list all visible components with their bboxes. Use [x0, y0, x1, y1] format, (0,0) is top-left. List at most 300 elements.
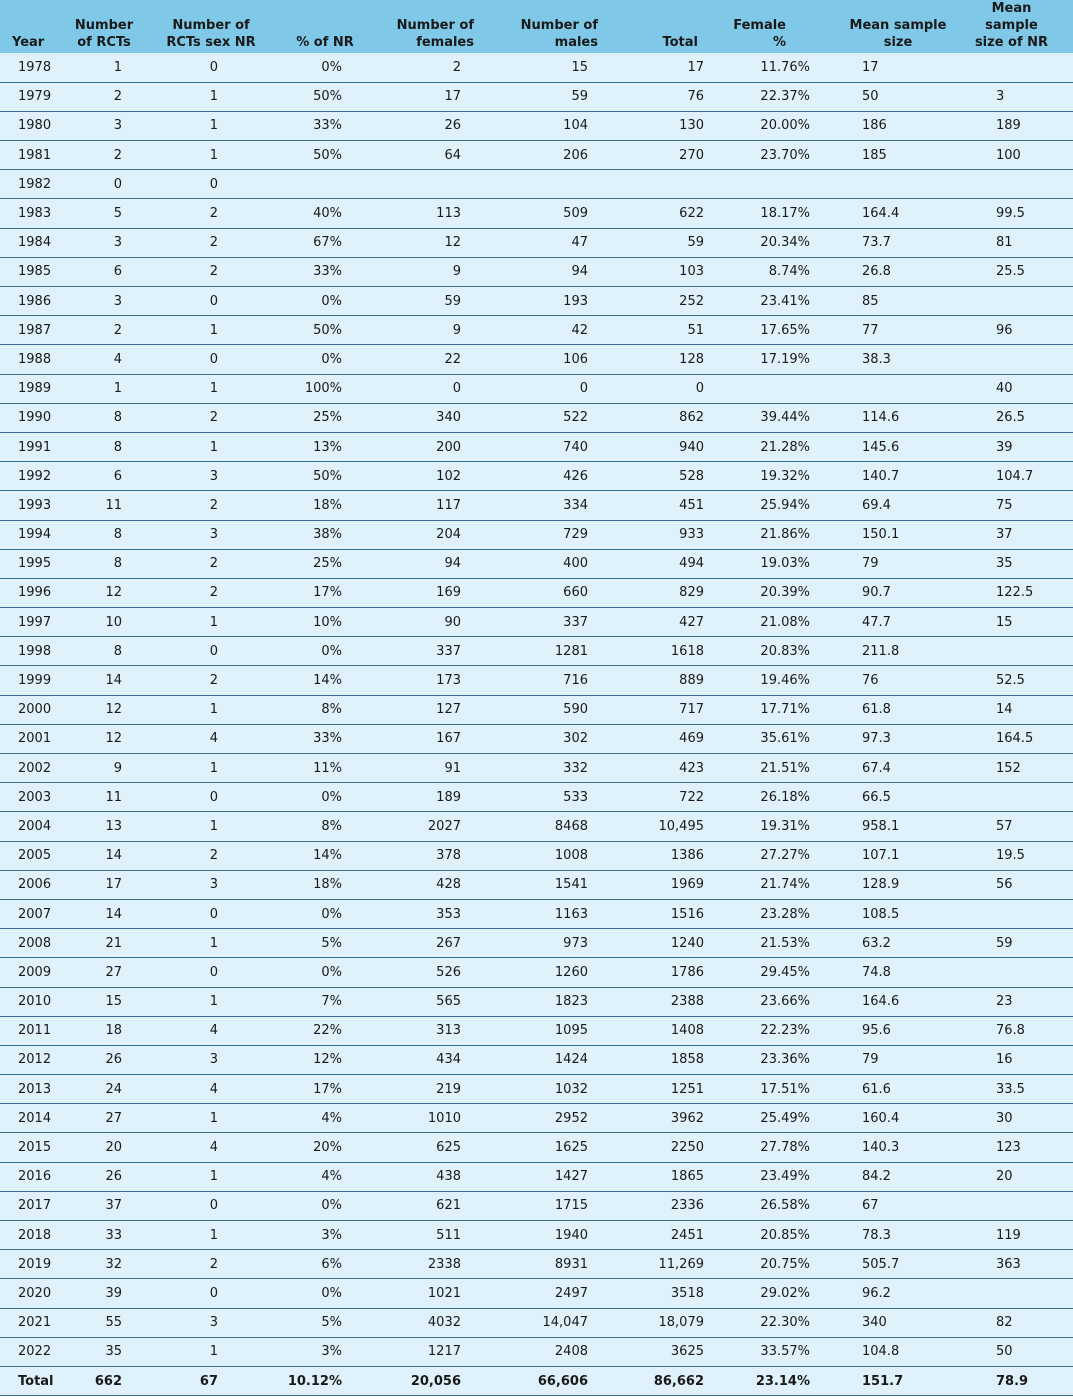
table-cell: 1281 — [486, 637, 606, 666]
table-row — [0, 1279, 1073, 1308]
table-cell: 52.5 — [964, 666, 1073, 695]
table-cell: 99.5 — [964, 199, 1073, 228]
table-row — [0, 929, 1073, 958]
table-cell: 1424 — [486, 1045, 606, 1074]
total-row — [0, 1366, 1073, 1395]
table-cell: 30 — [964, 1104, 1073, 1133]
table-cell: 4% — [278, 1104, 372, 1133]
table-row — [0, 111, 1073, 140]
table-cell: 565 — [372, 987, 486, 1016]
table-cell: 100 — [964, 141, 1073, 170]
table-cell: 23.28% — [726, 899, 834, 928]
table-cell: 2388 — [606, 987, 726, 1016]
table-row — [0, 812, 1073, 841]
table-cell: 117 — [372, 491, 486, 520]
table-cell: 100% — [278, 374, 372, 403]
table-cell: 21.28% — [726, 432, 834, 461]
table-cell: 15 — [964, 608, 1073, 637]
table-cell: 94 — [372, 549, 486, 578]
table-cell: 189 — [372, 783, 486, 812]
table-cell: 1 — [152, 111, 278, 140]
table-cell: 7% — [278, 987, 372, 1016]
table-row — [0, 1337, 1073, 1366]
table-cell: 69.4 — [834, 491, 964, 520]
table-cell — [964, 1191, 1073, 1220]
table-cell: 511 — [372, 1221, 486, 1250]
table-cell: 0 — [62, 170, 152, 199]
column-header-line: Number — [74, 18, 134, 33]
table-cell: 114.6 — [834, 403, 964, 432]
table-cell: 1251 — [606, 1075, 726, 1104]
table-cell: 186 — [834, 111, 964, 140]
table-cell: 96 — [964, 316, 1073, 345]
table-cell — [964, 345, 1073, 374]
table-cell: 219 — [372, 1075, 486, 1104]
table-row — [0, 637, 1073, 666]
table-cell: 12 — [62, 724, 152, 753]
year-cell: 2005 — [0, 841, 62, 870]
table-cell: 27.78% — [726, 1133, 834, 1162]
year-cell: 2010 — [0, 987, 62, 1016]
table-cell: 23.49% — [726, 1162, 834, 1191]
table-cell: 12% — [278, 1045, 372, 1074]
table-cell: 313 — [372, 1016, 486, 1045]
table-cell: 26 — [372, 111, 486, 140]
table-cell: 27 — [62, 958, 152, 987]
table-cell: 353 — [372, 899, 486, 928]
year-cell: 1996 — [0, 578, 62, 607]
table-cell: 1516 — [606, 899, 726, 928]
table-cell: 0 — [152, 345, 278, 374]
table-cell: 59 — [372, 287, 486, 316]
table-cell: 12 — [62, 578, 152, 607]
table-row — [0, 257, 1073, 286]
table-cell: 1 — [152, 1337, 278, 1366]
table-cell: 13% — [278, 432, 372, 461]
table-cell: 42 — [486, 316, 606, 345]
table-cell: 189 — [964, 111, 1073, 140]
table-cell: 82 — [964, 1308, 1073, 1337]
table-cell: 67 — [152, 1366, 278, 1395]
column-header — [486, 0, 606, 53]
table-cell: 19.5 — [964, 841, 1073, 870]
table-cell: 67 — [834, 1191, 964, 1220]
table-cell: 2 — [152, 491, 278, 520]
table-cell: 1408 — [606, 1016, 726, 1045]
table-cell: 17.71% — [726, 695, 834, 724]
table-cell: 717 — [606, 695, 726, 724]
table-cell: 90.7 — [834, 578, 964, 607]
table-cell: 0% — [278, 899, 372, 928]
table-cell: 1786 — [606, 958, 726, 987]
table-cell: 400 — [486, 549, 606, 578]
table-cell: 26.18% — [726, 783, 834, 812]
table-row — [0, 549, 1073, 578]
table-cell: 21.51% — [726, 754, 834, 783]
table-cell: 4 — [152, 724, 278, 753]
year-cell: 2016 — [0, 1162, 62, 1191]
table-cell: 73.7 — [834, 228, 964, 257]
table-cell — [964, 53, 1073, 82]
table-cell: 2 — [152, 228, 278, 257]
table-cell: 26.8 — [834, 257, 964, 286]
table-cell — [834, 170, 964, 199]
year-cell: 1989 — [0, 374, 62, 403]
year-cell: 2006 — [0, 870, 62, 899]
table-cell: 1260 — [486, 958, 606, 987]
table-cell: 47.7 — [834, 608, 964, 637]
year-cell: 2018 — [0, 1221, 62, 1250]
column-header — [834, 0, 964, 53]
table-cell: 337 — [486, 608, 606, 637]
table-row — [0, 432, 1073, 461]
table-cell: 61.8 — [834, 695, 964, 724]
table-cell: 23.14% — [726, 1366, 834, 1395]
table-cell: 14% — [278, 666, 372, 695]
table-cell: 39 — [964, 432, 1073, 461]
table-cell: 85 — [834, 287, 964, 316]
table-cell: 1 — [152, 754, 278, 783]
table-cell: 33.57% — [726, 1337, 834, 1366]
year-cell: 2017 — [0, 1191, 62, 1220]
table-cell: 526 — [372, 958, 486, 987]
table-cell: 337 — [372, 637, 486, 666]
table-cell — [372, 170, 486, 199]
table-cell: 0 — [152, 637, 278, 666]
table-cell: 528 — [606, 462, 726, 491]
table-cell: 10% — [278, 608, 372, 637]
table-cell: 8% — [278, 812, 372, 841]
column-header-line: size — [883, 35, 913, 50]
table-cell: 18% — [278, 870, 372, 899]
table-cell: 2 — [152, 841, 278, 870]
table-cell: 25.5 — [964, 257, 1073, 286]
table-cell: 1217 — [372, 1337, 486, 1366]
table-cell: 509 — [486, 199, 606, 228]
table-cell: 79 — [834, 1045, 964, 1074]
table-row — [0, 170, 1073, 199]
table-row — [0, 958, 1073, 987]
table-cell: 17 — [62, 870, 152, 899]
table-cell: 340 — [372, 403, 486, 432]
table-cell: 20.75% — [726, 1250, 834, 1279]
table-cell: 4% — [278, 1162, 372, 1191]
table-cell: 61.6 — [834, 1075, 964, 1104]
column-header — [152, 0, 278, 53]
table-cell: 130 — [606, 111, 726, 140]
table-row — [0, 1133, 1073, 1162]
table-cell: 4 — [62, 345, 152, 374]
table-cell: 4 — [152, 1016, 278, 1045]
table-cell: 434 — [372, 1045, 486, 1074]
table-cell: 1095 — [486, 1016, 606, 1045]
table-body — [0, 53, 1073, 1396]
table-cell: 14,047 — [486, 1308, 606, 1337]
table-cell: 22.30% — [726, 1308, 834, 1337]
table-cell: 17 — [687, 59, 704, 75]
year-cell: 1980 — [0, 111, 62, 140]
table-cell: 933 — [606, 520, 726, 549]
table-cell: 104.8 — [834, 1337, 964, 1366]
table-cell: 8468 — [486, 812, 606, 841]
table-cell: 77 — [834, 316, 964, 345]
table-cell: 1625 — [486, 1133, 606, 1162]
column-header — [278, 0, 372, 53]
table-cell: 35 — [62, 1337, 152, 1366]
table-cell: 12 — [372, 228, 486, 257]
table-cell: 81 — [964, 228, 1073, 257]
table-cell: 13 — [62, 812, 152, 841]
table-cell: 76 — [606, 82, 726, 111]
table-cell: 104 — [486, 111, 606, 140]
table-cell: 17.19% — [726, 345, 834, 374]
table-cell: 47 — [486, 228, 606, 257]
table-cell: 0 — [152, 899, 278, 928]
column-header-line: % of NR — [296, 35, 354, 50]
table-cell — [964, 1279, 1073, 1308]
table-cell: 0% — [278, 783, 372, 812]
year-cell: 1992 — [0, 462, 62, 491]
table-cell: 1541 — [486, 870, 606, 899]
table-cell: 17% — [278, 578, 372, 607]
table-cell — [964, 783, 1073, 812]
table-cell: 4 — [152, 1133, 278, 1162]
table-cell: 427 — [606, 608, 726, 637]
table-cell: 5% — [278, 1308, 372, 1337]
year-cell: 2003 — [0, 783, 62, 812]
table-cell: 722 — [606, 783, 726, 812]
table-cell: 75 — [964, 491, 1073, 520]
year-cell: 1990 — [0, 403, 62, 432]
table-cell: 1823 — [486, 987, 606, 1016]
table-cell: 2 — [152, 549, 278, 578]
table-cell: 11,269 — [606, 1250, 726, 1279]
table-cell: 18.17% — [726, 199, 834, 228]
table-cell: 2338 — [372, 1250, 486, 1279]
table-cell: 621 — [372, 1191, 486, 1220]
table-cell: 29.02% — [726, 1279, 834, 1308]
table-cell: 160.4 — [834, 1104, 964, 1133]
year-cell: 1981 — [0, 141, 62, 170]
table-cell: 0 — [606, 374, 726, 403]
table-cell: 451 — [606, 491, 726, 520]
table-cell: 23.66% — [726, 987, 834, 1016]
table-cell: 0% — [321, 59, 342, 75]
table-cell: 14 — [62, 899, 152, 928]
table-cell: 20 — [62, 1133, 152, 1162]
table-cell: 15 — [62, 987, 152, 1016]
table-cell: 78.9 — [964, 1366, 1073, 1395]
table-cell: 33% — [278, 111, 372, 140]
column-header-line: Female — [733, 18, 786, 33]
table-cell: 363 — [964, 1250, 1073, 1279]
table-row — [0, 899, 1073, 928]
table-cell: 469 — [606, 724, 726, 753]
table-cell: 0 — [372, 374, 486, 403]
column-header-line: Number of — [520, 18, 598, 33]
table-cell: 3962 — [606, 1104, 726, 1133]
table-cell: 17% — [278, 1075, 372, 1104]
table-cell: 11.76% — [760, 59, 810, 75]
table-cell: 128.9 — [834, 870, 964, 899]
table-cell: 20% — [278, 1133, 372, 1162]
year-cell: 1983 — [0, 199, 62, 228]
table-cell: 56 — [964, 870, 1073, 899]
table-row — [0, 1016, 1073, 1045]
table-cell: 193 — [486, 287, 606, 316]
table-cell: 8% — [278, 695, 372, 724]
table-cell: 6 — [62, 462, 152, 491]
column-header-line: Number of — [396, 18, 474, 33]
table-cell: 3518 — [606, 1279, 726, 1308]
table-cell: 23.41% — [726, 287, 834, 316]
year-cell: 1988 — [0, 345, 62, 374]
table-cell: 3 — [152, 520, 278, 549]
table-cell: 20.83% — [726, 637, 834, 666]
table-cell: 91 — [372, 754, 486, 783]
table-cell: 2408 — [486, 1337, 606, 1366]
table-cell: 1008 — [486, 841, 606, 870]
table-cell: 0% — [278, 958, 372, 987]
table-cell: 1 — [152, 1221, 278, 1250]
table-cell: 67% — [278, 228, 372, 257]
table-cell: 37 — [62, 1191, 152, 1220]
table-cell: 127 — [372, 695, 486, 724]
table-cell: 19.46% — [726, 666, 834, 695]
table-cell: 25.94% — [726, 491, 834, 520]
table-cell: 1 — [152, 1104, 278, 1133]
table-cell: 24 — [62, 1075, 152, 1104]
table-cell — [964, 899, 1073, 928]
table-cell: 27 — [62, 1104, 152, 1133]
table-cell: 378 — [372, 841, 486, 870]
table-cell: 1240 — [606, 929, 726, 958]
table-row — [0, 462, 1073, 491]
year-cell: 1999 — [0, 666, 62, 695]
year-cell: 1979 — [0, 82, 62, 111]
table-cell: 2952 — [486, 1104, 606, 1133]
table-cell: 19.31% — [726, 812, 834, 841]
table-cell: 2250 — [606, 1133, 726, 1162]
table-cell: 74.8 — [834, 958, 964, 987]
table-cell: 66,606 — [486, 1366, 606, 1395]
table-cell: 20 — [964, 1162, 1073, 1191]
table-cell: 29.45% — [726, 958, 834, 987]
table-cell — [278, 170, 372, 199]
table-cell: 18% — [278, 491, 372, 520]
table-cell: 1 — [152, 812, 278, 841]
table-cell: 0% — [278, 1191, 372, 1220]
year-cell: 1994 — [0, 520, 62, 549]
table-cell: 662 — [62, 1366, 152, 1395]
table-cell: 334 — [486, 491, 606, 520]
table-cell: 104.7 — [964, 462, 1073, 491]
table-cell: 6% — [278, 1250, 372, 1279]
column-header-line: Number of — [172, 18, 250, 33]
table-cell: 2 — [152, 666, 278, 695]
table-cell: 63.2 — [834, 929, 964, 958]
column-header — [0, 0, 62, 53]
table-cell: 96.2 — [834, 1279, 964, 1308]
table-cell: 1163 — [486, 899, 606, 928]
year-cell: 1998 — [0, 637, 62, 666]
table-cell: 973 — [486, 929, 606, 958]
table-cell: 8 — [62, 637, 152, 666]
column-header — [62, 0, 152, 53]
table-cell: 1715 — [486, 1191, 606, 1220]
table-cell — [964, 637, 1073, 666]
table-cell — [726, 374, 834, 403]
year-cell: 1986 — [0, 287, 62, 316]
table-cell: 50% — [278, 82, 372, 111]
table-cell — [964, 958, 1073, 987]
table-row — [0, 870, 1073, 899]
table-cell: 1 — [152, 316, 278, 345]
table-cell: 14 — [62, 841, 152, 870]
table-cell: 2 — [62, 141, 152, 170]
year-cell: 1995 — [0, 549, 62, 578]
column-header-line: Year — [12, 35, 45, 50]
table-cell: 625 — [372, 1133, 486, 1162]
table-row — [0, 1162, 1073, 1191]
table-cell: 270 — [606, 141, 726, 170]
table-cell: 17 — [372, 82, 486, 111]
table-cell: 2451 — [606, 1221, 726, 1250]
table-cell: 51 — [606, 316, 726, 345]
column-header — [726, 0, 834, 53]
table-cell: 8 — [62, 432, 152, 461]
table-cell: 10,495 — [606, 812, 726, 841]
table-cell: 729 — [486, 520, 606, 549]
table-cell: 167 — [372, 724, 486, 753]
table-cell: 11 — [62, 783, 152, 812]
table-cell: 590 — [486, 695, 606, 724]
table-cell: 25% — [278, 403, 372, 432]
table-row — [0, 228, 1073, 257]
table-cell: 35.61% — [726, 724, 834, 753]
table-cell: 67.4 — [834, 754, 964, 783]
table-cell: 1858 — [606, 1045, 726, 1074]
table-cell: 20.34% — [726, 228, 834, 257]
table-cell: 302 — [486, 724, 606, 753]
table-cell: 107.1 — [834, 841, 964, 870]
table-cell: 505.7 — [834, 1250, 964, 1279]
table-cell: 6 — [62, 257, 152, 286]
table-cell: 33% — [278, 724, 372, 753]
table-cell: 829 — [606, 578, 726, 607]
table-row — [0, 578, 1073, 607]
table-cell: 39.44% — [726, 403, 834, 432]
year-cell: 2000 — [0, 695, 62, 724]
table-cell: 1386 — [606, 841, 726, 870]
table-cell: 0 — [152, 1279, 278, 1308]
table-cell: 145.6 — [834, 432, 964, 461]
header-row — [0, 0, 1073, 53]
table-cell: 958.1 — [834, 812, 964, 841]
column-header — [964, 0, 1073, 53]
table-row — [0, 403, 1073, 432]
table-cell: 3 — [152, 1308, 278, 1337]
table-cell: 35 — [964, 549, 1073, 578]
year-cell: 2019 — [0, 1250, 62, 1279]
table-cell — [834, 374, 964, 403]
table-cell: 438 — [372, 1162, 486, 1191]
table-cell: 8 — [62, 520, 152, 549]
table-row — [0, 520, 1073, 549]
table-cell: 5 — [62, 199, 152, 228]
table-cell: 169 — [372, 578, 486, 607]
table-cell: 22% — [278, 1016, 372, 1045]
